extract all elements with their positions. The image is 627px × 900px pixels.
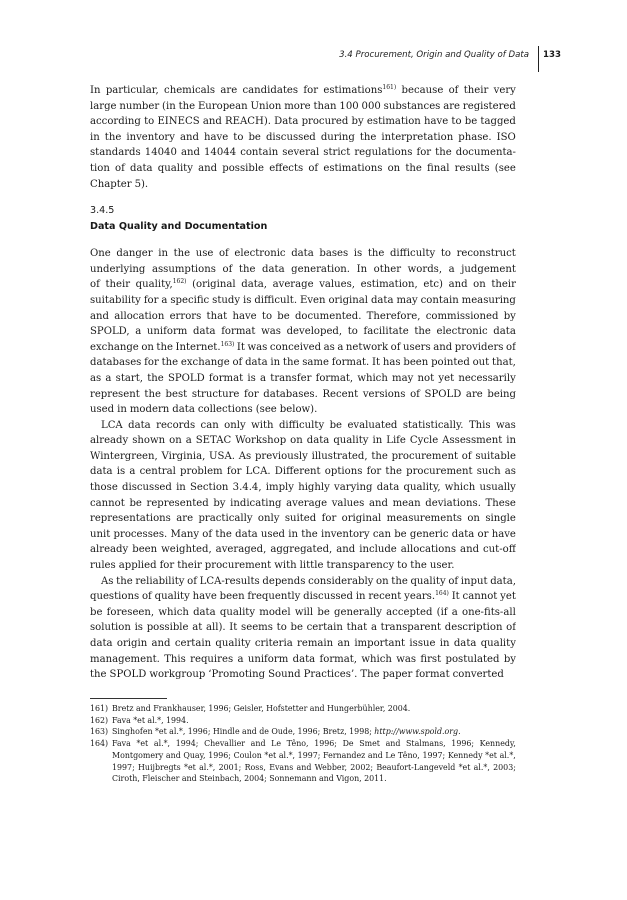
footnote: [90, 726, 516, 738]
text-line: Ciroth, Fleischer and Steinbach, 2004; Sonnemann and Vigon, 2011.: [112, 774, 387, 784]
text-line: 1997; Huijbregts *et al.*, 2001; Ross, Evans and Webber, 2002; Beaufort-Langeveld *et al.*, 2003;: [112, 762, 516, 772]
text-line: used in modern data collections (see below).: [90, 404, 318, 416]
footnote: [90, 703, 516, 715]
footnote-text: [112, 726, 516, 738]
footnote-reference: 163): [220, 340, 235, 348]
footnote-reference: 161): [382, 84, 397, 91]
text-line: solution is possible at all). It seems to be certain that a transparent description of: [90, 622, 516, 634]
text-line: Fava *et al.*, 1994.: [112, 715, 189, 725]
page-number: 133: [543, 50, 561, 60]
text-line: representations are practically only suited for original measurements on single: [90, 513, 516, 525]
text-line: Bretz and Frankhauser, 1996; Geisler, Hofstetter and Hungerbühler, 2004.: [112, 704, 411, 713]
text-line: rules applied for their procurement with little transparency to the user.: [90, 560, 455, 572]
text-line: in the inventory and have to be discussed during the interpretation phase. ISO: [90, 131, 516, 143]
footnote-text: [112, 715, 516, 727]
text-line: exchange on the Internet.$^{163)}$ It was conceived as a network of users and providers of: [90, 340, 516, 353]
footnote-reference: 164): [435, 590, 449, 598]
header-divider: [538, 46, 539, 72]
text-line: databases for the exchange of data in the same format. It has been pointed out that,: [90, 357, 516, 369]
text-line: Singhofen *et al.*, 1996; Hindle and de Oude, 1996; Bretz, 1998; http://www.spold.org.: [112, 727, 461, 737]
footnote-number: 163): [90, 727, 109, 737]
footnote-number: 161): [90, 704, 109, 713]
text-line: Montgomery and Quay, 1996; Coulon *et al.*, 1997; Fernandez and Le Têno, 1997; Kennedy *et al.*,: [112, 750, 516, 760]
text-line: data is a central problem for LCA. Different options for the procurement such as: [90, 466, 516, 478]
text-line: One danger in the use of electronic data bases is the difficulty to reconstruct: [90, 248, 516, 260]
text-line: large number (in the European Union more than 100 000 substances are registered: [90, 100, 516, 112]
text-line: data origin and certain quality criteria remain an important issue in data quality: [90, 638, 516, 649]
text-line: SPOLD, a uniform data format was developed, to facilitate the electronic data: [90, 326, 516, 338]
footnotes: [90, 703, 516, 785]
text-line: and allocation errors that have to be documented. Therefore, commissioned by: [90, 310, 516, 322]
footnote-reference: 162): [172, 278, 187, 286]
footnote: [90, 715, 516, 727]
text-line: As the reliability of LCA-results depends considerably on the quality of input data,: [101, 575, 516, 587]
text-line: already been weighted, averaged, aggregated, and include allocations and cut-off: [90, 544, 516, 556]
paragraph-electronic-databases: [90, 246, 516, 418]
text-line: Fava *et al.*, 1994; Chevallier and Le Têno, 1996; De Smet and Stalmans, 1996; Kennedy,: [112, 739, 516, 749]
text-line: unit processes. Many of the data used in the inventory can be generic data or have: [90, 528, 516, 540]
footnote: [90, 738, 516, 785]
text-line: In particular, chemicals are candidates for estimations$^{161)}$ because of their very: [90, 84, 516, 96]
footnote-number: 162): [90, 715, 109, 725]
text-line: the SPOLD workgroup ‘Promoting Sound Practices’. The paper format converted: [90, 669, 504, 681]
text-line: questions of quality have been frequently discussed in recent years.$^{164)}$ It cannot yet: [90, 590, 516, 603]
section-title: Data Quality and Documentation: [90, 221, 268, 233]
text-line: be foreseen, which data quality model will be generally accepted (if a one-fits-all: [90, 606, 516, 618]
running-head: 3.4 Procurement, Origin and Quality of Data: [339, 50, 529, 60]
text-line: underlying assumptions of the data generation. In other words, a judgement: [90, 263, 516, 275]
text-line: as a start, the SPOLD format is a transfer format, which may not yet necessarily: [90, 372, 516, 384]
spacer: [90, 192, 516, 203]
text-line: LCA data records can only with difficulty be evaluated statistically. This was: [101, 419, 516, 431]
spacer: [90, 235, 516, 246]
footnote-number: 164): [90, 739, 109, 749]
text-line: cannot be represented by indicating average values and mean deviations. These: [90, 497, 516, 509]
footnote-text: [112, 703, 516, 715]
text-line: those discussed in Section 3.4.4, imply highly varying data quality, which usually: [90, 482, 516, 494]
text-line: Wintergreen, Virginia, USA. As previously illustrated, the procurement of suitable: [90, 450, 516, 462]
text-line: according to EINECS and REACH). Data procured by estimation have to be tagged: [90, 116, 516, 128]
text-line: standards 14040 and 14044 contain several strict regulations for the documenta-: [90, 147, 516, 159]
footnote-text: [112, 738, 516, 785]
text-line: Chapter 5).: [90, 178, 149, 190]
text-line: already shown on a SETAC Workshop on data quality in Life Cycle Assessment in: [90, 435, 516, 447]
body-text: [90, 83, 516, 683]
paragraph-lca-data-records: [90, 418, 516, 574]
text-line: represent the best structure for databases. Recent versions of SPOLD are being: [90, 388, 516, 400]
text-line: management. This requires a uniform data format, which was first postulated by: [90, 653, 516, 665]
text-line: tion of data quality and possible effects of estimations on the final results (see: [90, 162, 516, 174]
footnote-divider: [90, 698, 167, 699]
paragraph-reliability: [90, 574, 516, 683]
text-line: suitability for a specific study is difficult. Even original data may contain measuring: [90, 294, 516, 306]
paragraph-estimations: [90, 83, 516, 192]
text-line: of their quality,$^{162)}$ (original data, average values, estimation, etc) and on their: [90, 278, 516, 291]
section-number: 3.4.5: [90, 205, 115, 217]
